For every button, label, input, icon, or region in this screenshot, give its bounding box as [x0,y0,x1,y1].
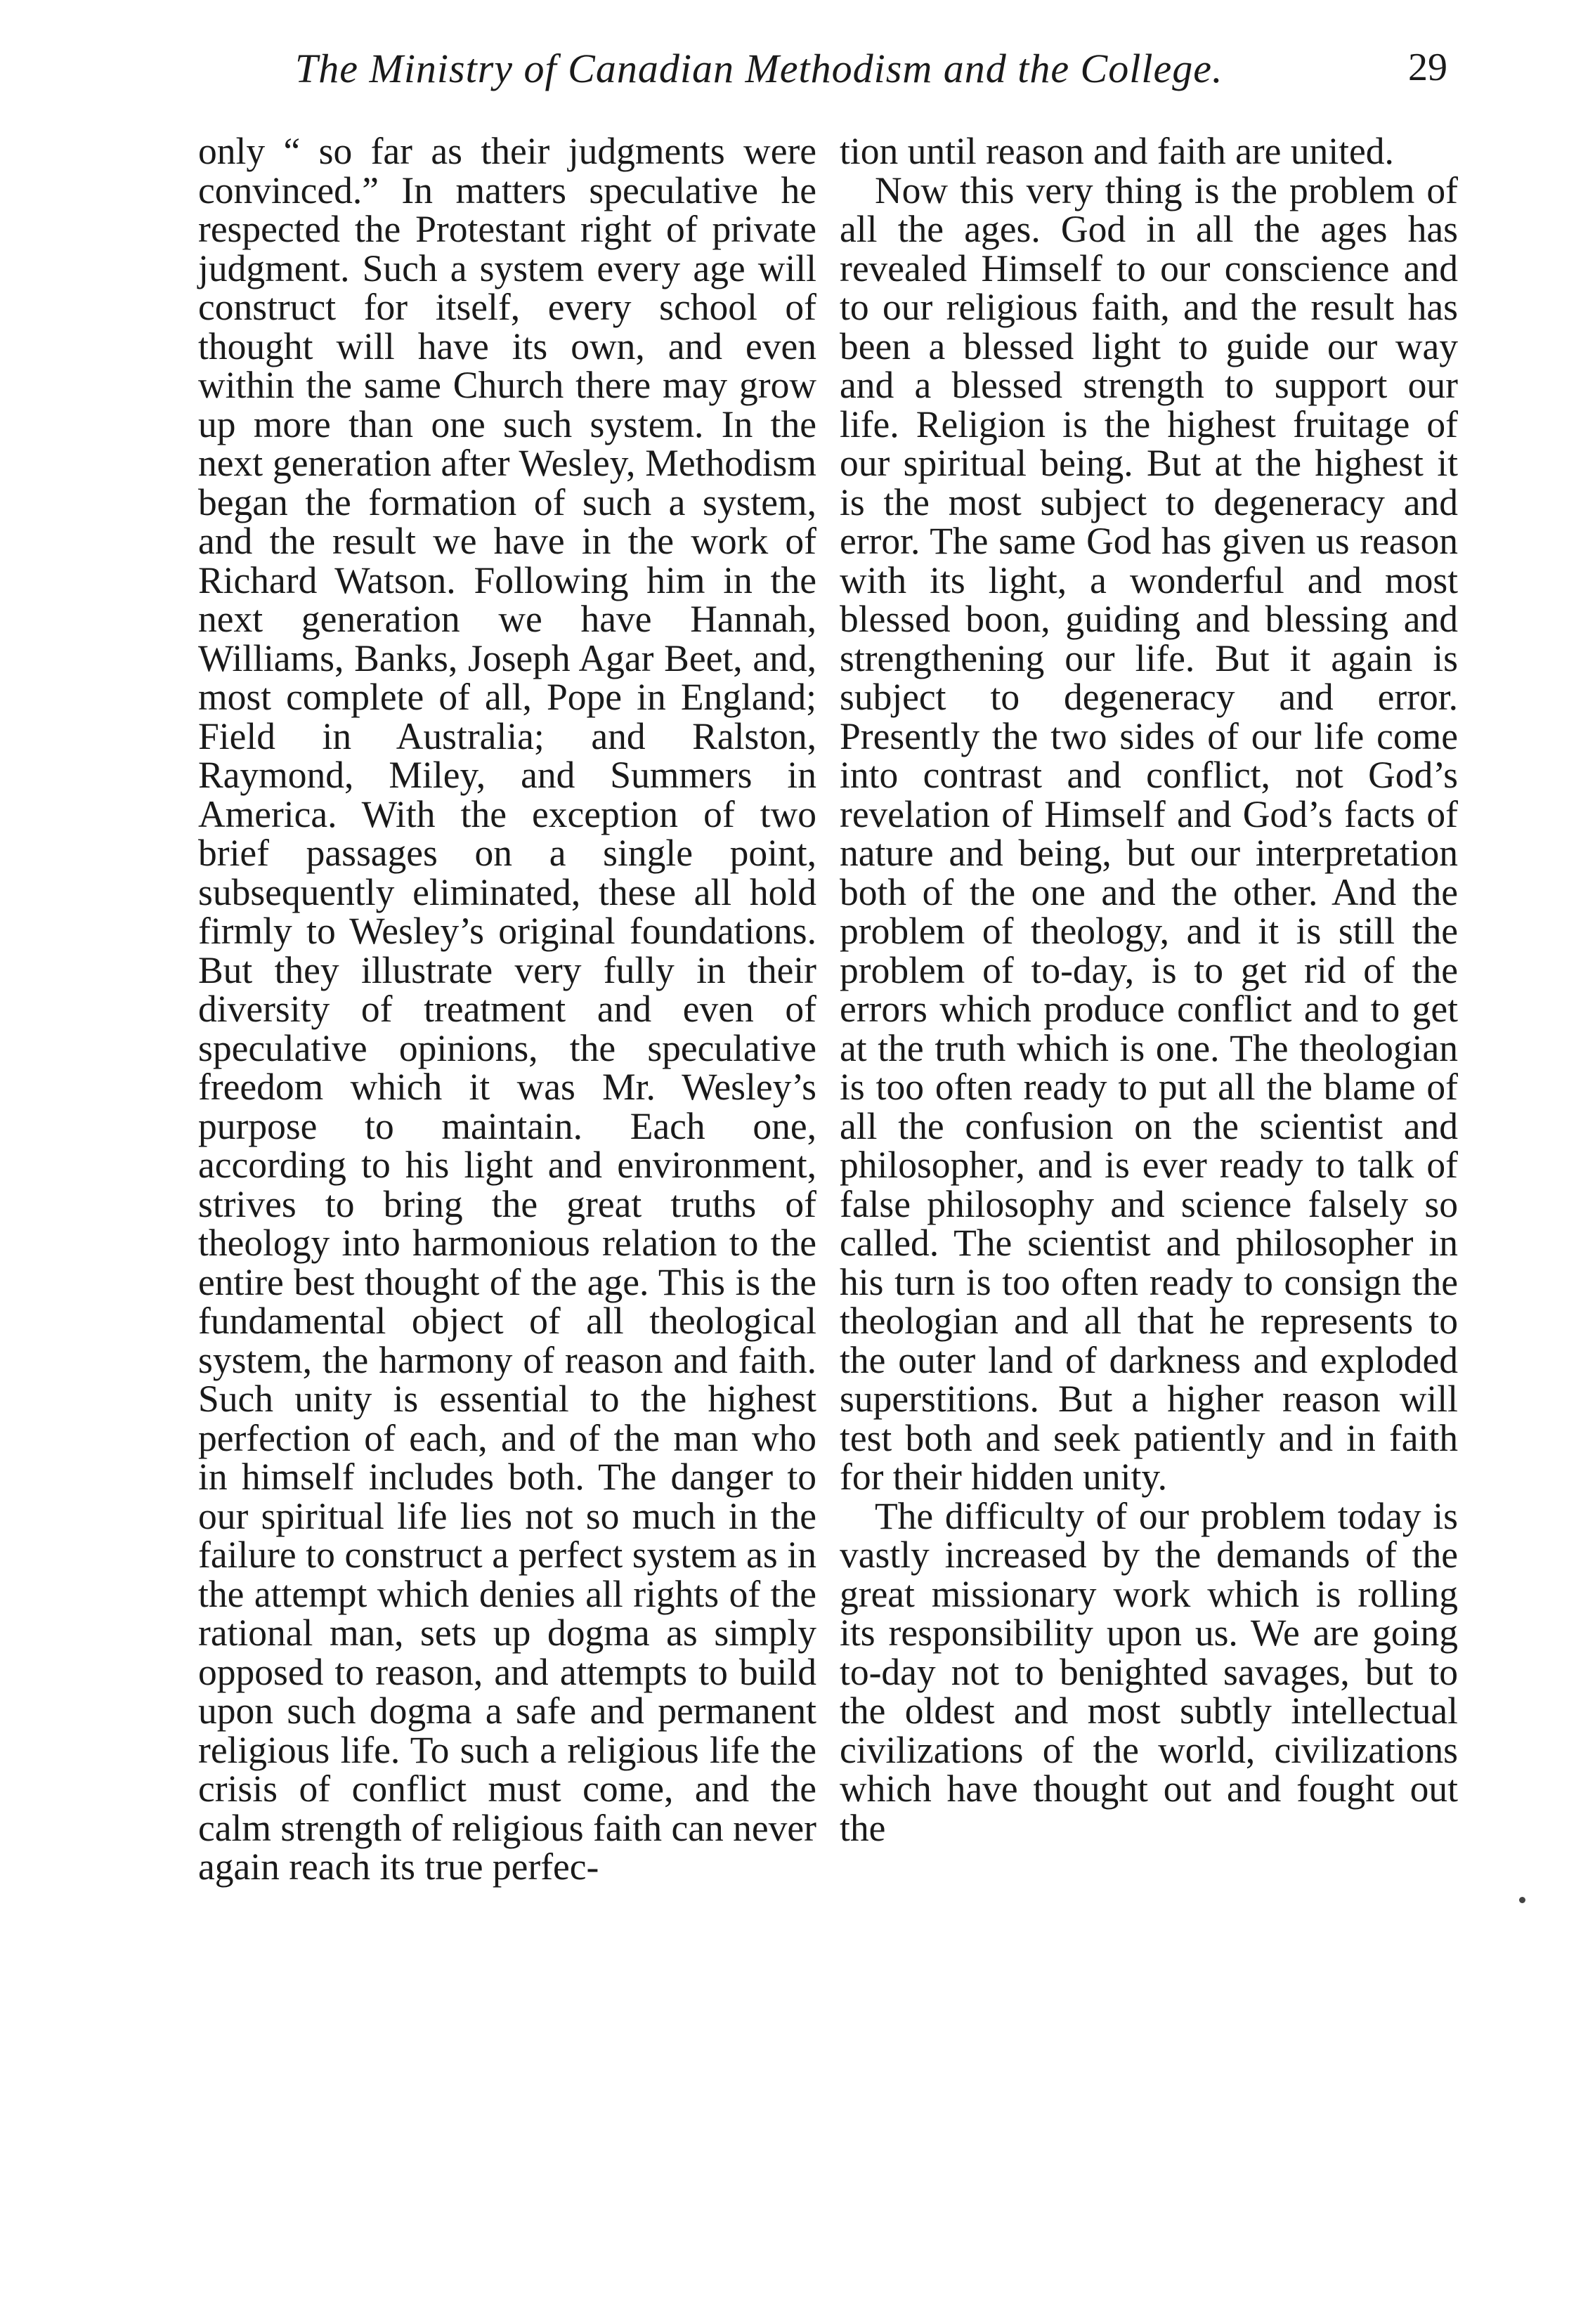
right-paragraph-2: Now this very thing is the problem of all the ages. God in all the ages has revealed Himself to our conscience and to our religious faith, and the result has been a blessed light to guide our way and a blessed strength to support our life. Religion is the highest fruitage of our spiritual being. But at the highest it is the most subject to degeneracy and error. The same God has given us reason with its light, a wonderful and most blessed boon, guiding and blessing and strengthening our life. But it again is subject to degeneracy and error. Presently the two sides of our life come into contrast and conflict, not God’s revelation of Himself and God’s facts of nature and being, but our interpretation both of the one and the other. And the problem of theology, and it is still the problem of to-day, is to get rid of the errors which produce conflict and to get at the truth which is one. The theologian is too often ready to put all the blame of all the confusion on the scientist and philosopher, and is ever ready to talk of false philosophy and science falsely so called. The scientist and philosopher in his turn is too often ready to consign the theologian and all that he represents to the outer land of darkness and exploded superstitions. But a higher reason will test both and seek patiently and in faith for their hidden unity. [840,169,1458,1498]
right-paragraph-1: tion until reason and faith are united. [840,130,1394,172]
left-paragraph-1: only “ so far as their judgments were convinced.” In matters speculative he respected the Protestant right of private judgment. Such a system every age will construct for itself, every school of thought will have its own, and even within the same Church there may grow up more than one such system. In the next generation after Wesley, Methodism began the formation of such a system, and the result we have in the work of Richard Watson. Following him in the next generation we have Hannah, Williams, Banks, Joseph Agar Beet, and, most complete of all, Pope in England; Field in Australia; and Ralston, Raymond, Miley, and Summers in America. With the exception of two brief passages on a single point, subsequently eliminated, these all hold firmly to Wesley’s original foundations. But they illustrate very fully in their diversity of treatment and even of speculative opinions, the speculative freedom which it was Mr. Wesley’s purpose to maintain. Each one, according to his light and environment, strives to bring the great truths of theology into harmonious relation to the entire best thought of the age. This is the fundamental object of all theological system, the harmony of reason and faith. Such unity is essential to the highest perfection of each, and of the man who in himself includes both. The danger to our spiritual life lies not so much in the failure to construct a perfect system as in the attempt which denies all rights of the rational man, sets up dogma as simply opposed to reason, and attempts to build upon such dogma a safe and permanent religious life. To such a religious life the crisis of conflict must come, and the calm strength of religious faith can never again reach its true perfec- [198,130,816,1888]
right-paragraph-3: The difficulty of our problem today is vastly increased by the demands of the great missionary work which is rolling its responsibility upon us. We are going to-day not to benighted savages, but to the oldest and most subtly intellectual civilizations of the world, civilizations which have thought out and fought out the [840,1494,1458,1849]
right-column [840,132,1458,1848]
left-column [198,132,816,1887]
page-number: 29 [1408,46,1447,89]
ink-speck [1519,1897,1525,1903]
running-head [295,45,1447,108]
running-title: The Ministry of Canadian Methodism and the College. [295,46,1223,91]
